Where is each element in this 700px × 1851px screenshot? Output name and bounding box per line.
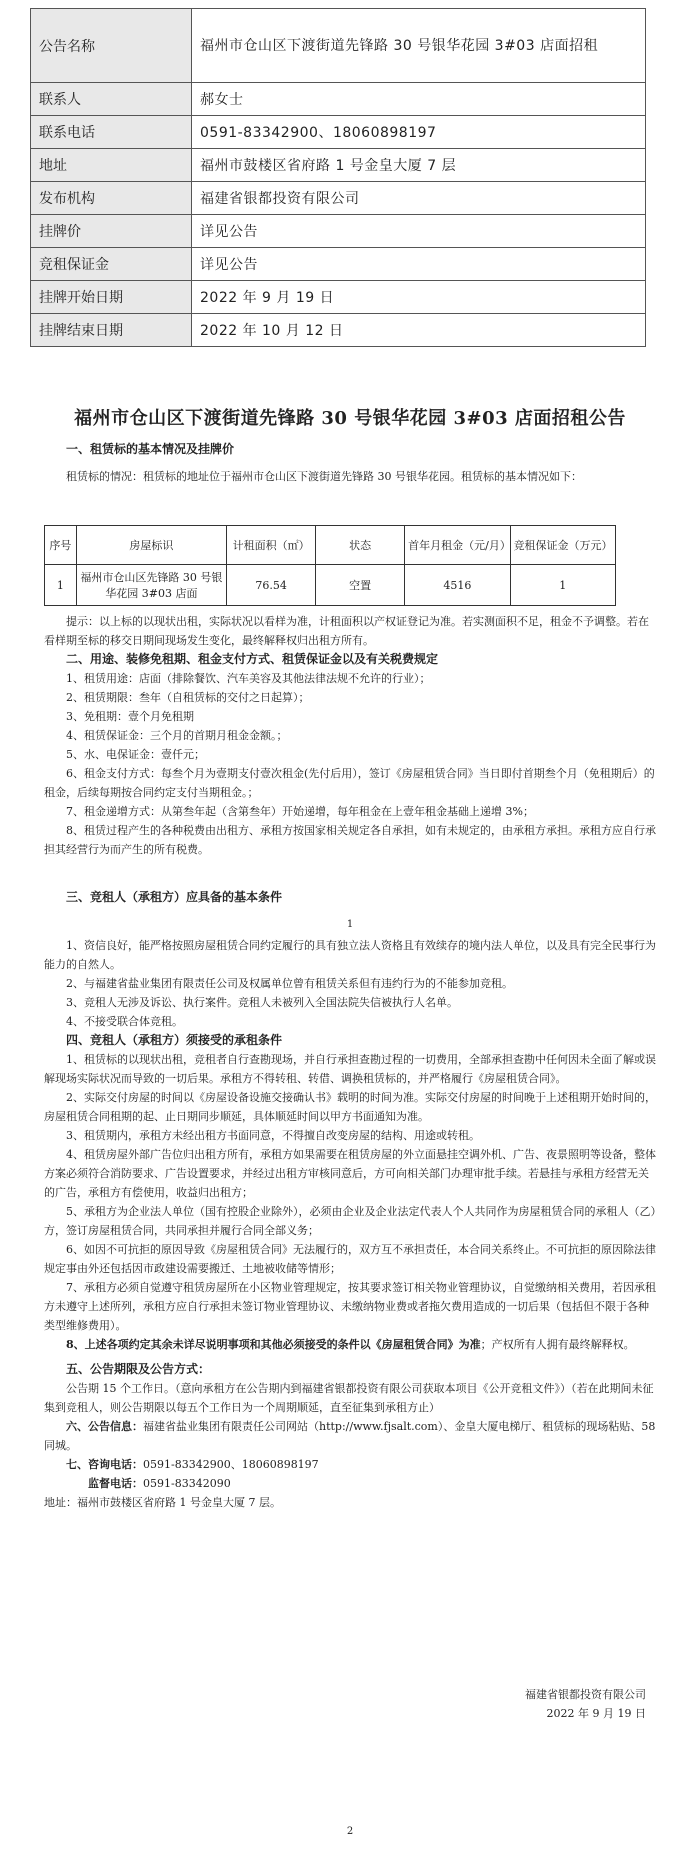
signature-company: 福建省银都投资有限公司 xyxy=(525,1688,646,1701)
info-value: 详见公告 xyxy=(192,215,646,248)
info-label: 竞租保证金 xyxy=(31,248,192,281)
lease-table-header xyxy=(45,526,616,565)
info-value: 0591-83342900、18060898197 xyxy=(192,116,646,149)
info-row-title xyxy=(31,9,646,83)
section-2-item: 7、租金递增方式：从第叁年起（含第叁年）开始递增，每年租金在上壹年租金基础上递增 3%； xyxy=(66,805,534,818)
cell-rent: 4516 xyxy=(405,565,510,606)
col-header-area: 计租面积（㎡） xyxy=(227,526,316,565)
section-1-intro: 租赁标的情况：租赁标的地址位于福州市仓山区下渡街道先锋路 30 号银华花园。租赁标的基本情况如下： xyxy=(66,470,582,483)
signature-block xyxy=(525,1685,646,1723)
section-4-item: 5、承租方为企业法人单位（国有控股企业除外），必须由企业及企业法定代表人个人共同作为房屋租赁合同的承租人（乙）方，签订房屋租赁合同，共同承担并履行合同全部义务； xyxy=(44,1205,656,1237)
section-2-item: 8、租赁过程产生的各种税费由出租方、承租方按国家相关规定各自承担，如有未规定的，由承租方承担。承租方应自行承担其经营行为而产生的所有税费。 xyxy=(44,824,656,856)
lease-table-row xyxy=(45,565,616,606)
address-line: 地址：福州市鼓楼区省府路 1 号金皇大厦 7 层。 xyxy=(44,1496,281,1509)
info-value: 福建省银都投资有限公司 xyxy=(192,182,646,215)
cell-deposit: 1 xyxy=(510,565,615,606)
info-value: 福州市鼓楼区省府路 1 号金皇大厦 7 层 xyxy=(192,149,646,182)
section-4-item: 1、租赁标的以现状出租，竞租者自行查勘现场，并自行承担查勘过程的一切费用，全部承担查勘中任何因未全面了解或误解现场实际状况而导致的一切后果。承租方不得转租、转借、调换租赁标的，并严格履行《房屋租赁合同》。 xyxy=(44,1053,656,1085)
section-6-heading: 六、公告信息： xyxy=(66,1420,143,1433)
section-2-item: 4、租赁保证金：三个月的首期月租金金额。； xyxy=(66,729,288,742)
info-row-end-date xyxy=(31,314,646,347)
info-value: 2022 年 10 月 12 日 xyxy=(192,314,646,347)
section-7-heading: 七、咨询电话： xyxy=(66,1458,143,1471)
info-row-deposit xyxy=(31,248,646,281)
section-2-item: 2、租赁期限：叁年（自租赁标的交付之日起算）； xyxy=(66,691,310,704)
info-label: 发布机构 xyxy=(31,182,192,215)
info-label: 公告名称 xyxy=(31,9,192,83)
section-4-item: 4、租赁房屋外部广告位归出租方所有，承租方如果需要在租赁房屋的外立面悬挂空调外机、广告、夜景照明等设备，整体方案必须符合消防要求、广告设置要求，并经过出租方审核同意后，方可向相关部门办理审批手续。若悬挂与承租方经营无关的广告，承租方有偿使用，收益归出租方； xyxy=(44,1148,656,1199)
info-label: 挂牌开始日期 xyxy=(31,281,192,314)
section-7 xyxy=(44,1455,658,1474)
col-header-property: 房屋标识 xyxy=(76,526,226,565)
cell-property: 福州市仓山区先锋路 30 号银华花园 3#03 店面 xyxy=(76,565,226,606)
col-header-rent: 首年月租金（元/月） xyxy=(405,526,510,565)
section-4-item: 7、承租方必须自觉遵守租赁房屋所在小区物业管理规定，按其要求签订相关物业管理协议，自觉缴纳相关费用，若因承租方未遵守上述所列，承租方应自行承担未签订物业管理协议、未缴纳物业费或者拖欠费用造成的一切后果（包括但不限于各种类型维修费用）。 xyxy=(44,1281,656,1332)
section-3-item: 4、不接受联合体竞租。 xyxy=(66,1015,183,1028)
page-number: 1 xyxy=(346,919,354,930)
cell-no: 1 xyxy=(45,565,77,606)
supervise-phone: 0591-83342090 xyxy=(143,1477,231,1490)
info-row-price xyxy=(31,215,646,248)
section-6-text: 福建省盐业集团有限责任公司网站（http://www.fjsalt.com）、金皇大厦电梯厅、租赁标的现场粘贴、58 同城。 xyxy=(44,1420,656,1452)
info-row-start-date xyxy=(31,281,646,314)
signature-date: 2022 年 9 月 19 日 xyxy=(546,1707,646,1720)
notice-title: 福州市仓山区下渡街道先锋路 30 号银华花园 3#03 店面招租公告 xyxy=(74,408,626,429)
cell-area: 76.54 xyxy=(227,565,316,606)
section-2-item: 1、租赁用途：店面（排除餐饮、汽车美容及其他法律法规不允许的行业）； xyxy=(66,672,431,685)
page-number: 2 xyxy=(346,1826,354,1837)
section-4-item-8 xyxy=(44,1335,658,1354)
col-header-no: 序号 xyxy=(45,526,77,565)
section-1 xyxy=(44,440,658,486)
cell-status: 空置 xyxy=(316,565,405,606)
section-4-item: 2、实际交付房屋的时间以《房屋设备设施交接确认书》载明的时间为准。实际交付房屋的时间晚于上述租期开始时间的，房屋租赁合同租期的起、止日期同步顺延，具体顺延时间以甲方书面通知为准。 xyxy=(44,1091,656,1123)
section-2-item: 5、水、电保证金：壹仟元； xyxy=(66,748,205,761)
section-4-item: 3、租赁期内，承租方未经出租方书面同意，不得擅自改变房屋的结构、用途或转租。 xyxy=(66,1129,480,1142)
section-2-item: 3、免租期：壹个月免租期 xyxy=(66,710,194,723)
contact-phone: 0591-83342900、18060898197 xyxy=(143,1458,319,1471)
col-header-deposit: 竞租保证金（万元） xyxy=(510,526,615,565)
section-3-item: 2、与福建省盐业集团有限责任公司及权属单位曾有租赁关系但有违约行为的不能参加竞租。 xyxy=(66,977,513,990)
info-row-phone xyxy=(31,116,646,149)
section-2 xyxy=(44,612,658,859)
info-value: 福州市仓山区下渡街道先锋路 30 号银华花园 3#03 店面招租 xyxy=(192,9,646,83)
section-2-heading: 二、用途、装修免租期、租金支付方式、租赁保证金以及有关税费规定 xyxy=(66,652,439,666)
info-value: 详见公告 xyxy=(192,248,646,281)
info-row-publisher xyxy=(31,182,646,215)
section-3-body xyxy=(44,936,658,1512)
section-4-item: 6、如因不可抗拒的原因导致《房屋租赁合同》无法履行的，双方互不承担责任，本合同关系终止。不可抗拒的原因除法律规定事由外还包括因市政建设需要搬迁、土地被收储等情形； xyxy=(44,1243,656,1275)
info-label: 挂牌价 xyxy=(31,215,192,248)
section-3-item: 1、资信良好，能严格按照房屋租赁合同约定履行的具有独立法人资格且有效续存的境内法人单位，以及具有完全民事行为能力的自然人。 xyxy=(44,939,656,971)
lease-table xyxy=(44,525,616,606)
col-header-status: 状态 xyxy=(316,526,405,565)
section-4-heading: 四、竞租人（承租方）须接受的承租条件 xyxy=(66,1033,283,1047)
info-label: 地址 xyxy=(31,149,192,182)
section-5-text: 公告期 15 个工作日。（意向承租方在公告期内到福建省银都投资有限公司获取本项目《公开竞租文件》）（若在此期间未征集到竞租人，则公告期限以每五个工作日为一个周期顺延，直至征集到承租方止） xyxy=(44,1382,654,1414)
section-1-note: 提示：以上标的以现状出租，实际状况以看样为准，计租面积以产权证登记为准。若实测面积不足，租金不予调整。若在看样期至标的移交日期间现场发生变化，最终解释权归出租方所有。 xyxy=(44,615,649,647)
section-4-item-8-rest: ；产权所有人拥有最终解释权。 xyxy=(480,1338,635,1351)
info-table xyxy=(30,8,646,347)
section-1-heading: 一、租赁标的基本情况及挂牌价 xyxy=(66,442,235,456)
section-3-heading: 三、竞租人（承租方）应具备的基本条件 xyxy=(66,890,283,904)
section-4-item-8-bold: 8、上述各项约定其余未详尽说明事项和其他必须接受的条件以《房屋租赁合同》为准 xyxy=(66,1338,481,1351)
supervise-line xyxy=(44,1474,658,1493)
info-label: 联系人 xyxy=(31,83,192,116)
section-5-heading: 五、公告期限及公告方式： xyxy=(66,1362,211,1376)
section-3-item: 3、竞租人无涉及诉讼、执行案件。竞租人未被列入全国法院失信被执行人名单。 xyxy=(66,996,458,1009)
info-label: 挂牌结束日期 xyxy=(31,314,192,347)
info-row-contact xyxy=(31,83,646,116)
info-row-address xyxy=(31,149,646,182)
section-2-item: 6、租金支付方式：每叁个月为壹期支付壹次租金(先付后用），签订《房屋租赁合同》当日即付首期叁个月（免租期后）的租金，后续每期按合同约定支付当期租金。； xyxy=(44,767,655,799)
section-6 xyxy=(44,1417,658,1455)
info-value: 郝女士 xyxy=(192,83,646,116)
info-value: 2022 年 9 月 19 日 xyxy=(192,281,646,314)
section-3 xyxy=(44,888,658,907)
supervise-label: 监督电话： xyxy=(88,1477,143,1490)
info-label: 联系电话 xyxy=(31,116,192,149)
